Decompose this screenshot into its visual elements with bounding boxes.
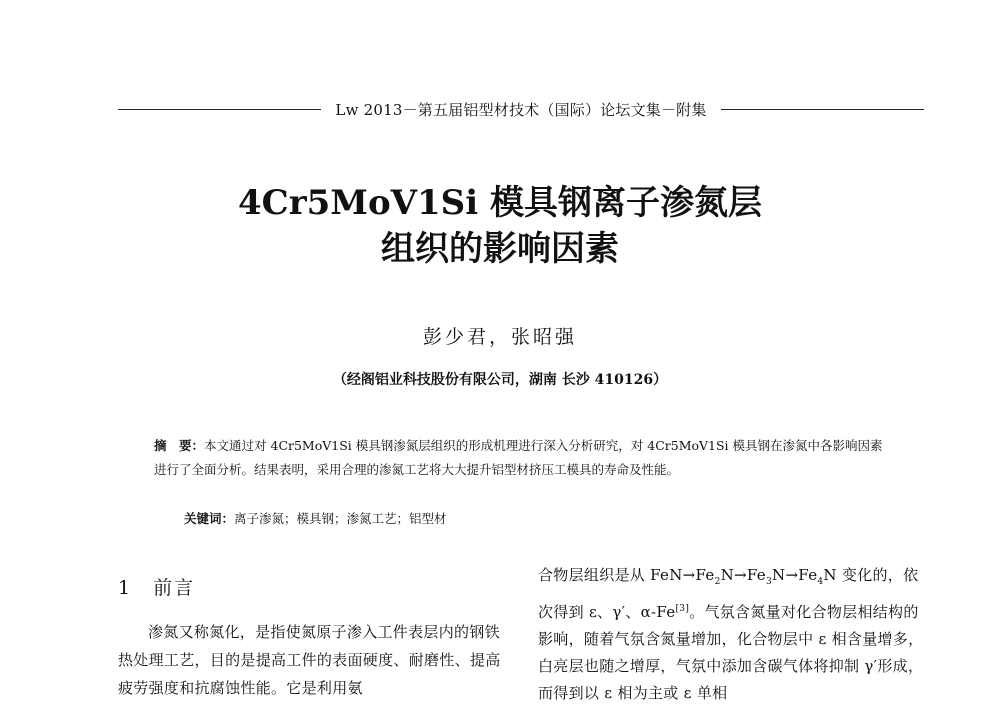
text-part: 依次得到 ε、γ′、α-Fe xyxy=(538,566,919,621)
keywords-text: 离子渗氮；模具钢；渗氮工艺；铝型材 xyxy=(234,511,447,526)
text-part: 相结构的影响，随着气氛含氮量增加，化合物层中 ε 相含量增多，白亮层也随之增厚，气氛中添加含碳气体将抑制 γ′形成，而得到以 ε 相为主或 ε 单相 xyxy=(538,603,924,702)
intro-paragraph: 渗氮又称氮化，是指使氮原子渗入工件表层内的钢铁热处理工艺，目的是提高工件的表面硬度、耐磨性、提高疲劳强度和抗腐蚀性能。它是利用氨 xyxy=(118,623,501,697)
body-column-left xyxy=(118,618,504,702)
abstract-text: 本文通过对 4Cr5MoV1Si 模具钢渗氮层组织的形成机理进行深入分析研究，对 4Cr5MoV1Si 模具钢在渗氮中各影响因素进行了全面分析。结果表明，采用合理的渗氮工艺将大大提升铝型材挤压工模具的寿命及性能。 xyxy=(154,438,883,477)
header-rule-left xyxy=(118,109,321,110)
header-rule-right xyxy=(721,109,924,110)
keywords-label: 关键词： xyxy=(184,511,235,526)
running-title: Lw 2013－第五届铝型材技术（国际）论坛文集－附集 xyxy=(335,100,707,119)
right-column-text xyxy=(538,562,926,707)
abstract-label: 摘 要： xyxy=(154,438,205,453)
affiliation: （经阁铝业科技股份有限公司，湖南 长沙 410126） xyxy=(332,372,668,388)
subscript: 4 xyxy=(817,577,824,587)
section-heading-intro: 1 前言 xyxy=(118,577,196,599)
paper-title-line-2: 组织的影响因素 xyxy=(381,229,619,269)
subscript: 2 xyxy=(714,577,721,587)
abstract xyxy=(154,434,894,482)
keywords xyxy=(184,509,884,527)
authors: 彭少君，张昭强 xyxy=(422,326,577,348)
body-column-right xyxy=(538,562,926,707)
formula-part: N→Fe xyxy=(720,566,766,584)
subscript: 3 xyxy=(765,577,773,587)
formula-part: N 变化的， xyxy=(823,566,904,584)
formula-part: N→Fe xyxy=(772,566,818,584)
formula-part: 合物层组织是从 FeN→Fe xyxy=(538,566,715,584)
running-header xyxy=(118,98,924,120)
text-part: 。气氛含氮量对化合物层 xyxy=(689,603,858,621)
paper-title-line-1: 4Cr5MoV1Si 模具钢离子渗氮层 xyxy=(238,183,762,223)
reference-marker: [3] xyxy=(675,604,690,614)
